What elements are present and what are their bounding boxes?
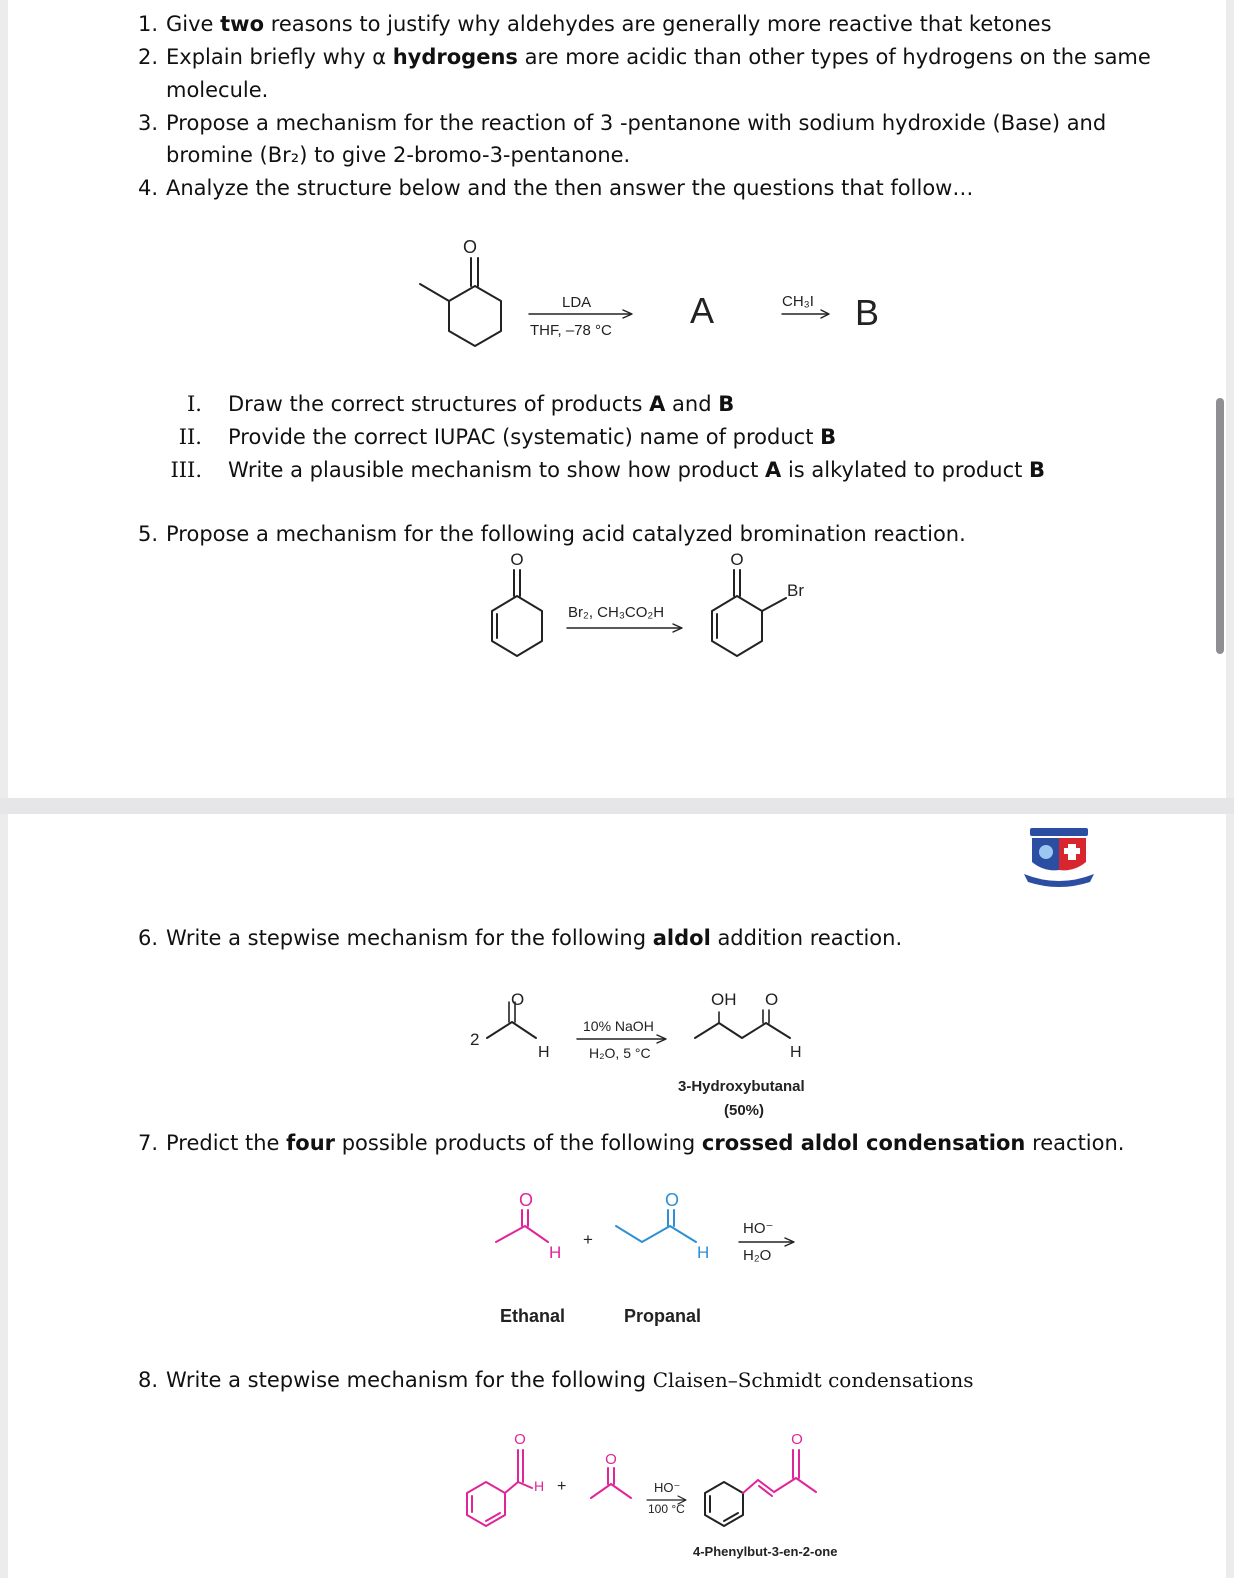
reagent-top: HO⁻ bbox=[654, 1480, 681, 1495]
product-name: 4-Phenylbut-3-en-2-one bbox=[693, 1544, 838, 1559]
question-number: 7. bbox=[138, 1131, 159, 1155]
question-3: 3. Propose a mechanism for the reaction of 3 -pentanone with sodium hydroxide (Base) and bbox=[138, 107, 1106, 139]
question-number: 3. bbox=[138, 111, 159, 135]
reagent-bottom: 100 °C bbox=[648, 1502, 685, 1516]
oxygen-label: O bbox=[511, 990, 525, 1009]
question-1: 1. Give two reasons to justify why aldehydes are generally more reactive that ketones bbox=[138, 8, 1052, 40]
product-b-label: B bbox=[855, 292, 880, 333]
scrollbar-thumb[interactable] bbox=[1216, 398, 1224, 654]
question-2: 2. Explain briefly why α hydrogens are more acidic than other types of hydrogens on the same bbox=[138, 41, 1151, 73]
subquestion-ii: II. Provide the correct IUPAC (systematic) name of product B bbox=[178, 425, 837, 449]
reagent-top: 10% NaOH bbox=[583, 1018, 654, 1034]
question-7: 7. Predict the four possible products of the following crossed aldol condensation reaction. bbox=[138, 1127, 1124, 1159]
question-6: 6. Write a stepwise mechanism for the following aldol addition reaction. bbox=[138, 922, 902, 954]
reagent-2: CH₃I bbox=[782, 293, 814, 310]
question-8: 8. Write a stepwise mechanism for the following Claisen–Schmidt condensations bbox=[138, 1364, 974, 1396]
question-2-continued: molecule. bbox=[166, 78, 269, 102]
svg-text:O: O bbox=[518, 1190, 534, 1210]
plus-sign: + bbox=[583, 1230, 593, 1249]
acetone-structure bbox=[587, 1448, 647, 1508]
plus-sign: + bbox=[557, 1478, 567, 1495]
hydrogen-label: H bbox=[790, 1044, 802, 1061]
question-5: 5. Propose a mechanism for the following acid catalyzed bromination reaction. bbox=[138, 518, 966, 550]
hydrogen-label: H bbox=[697, 1243, 710, 1262]
coefficient: 2 bbox=[470, 1030, 480, 1049]
question-number: 1. bbox=[138, 12, 159, 36]
hydrogen-label: H bbox=[549, 1243, 562, 1262]
product-a-label: A bbox=[690, 290, 715, 331]
page-divider bbox=[0, 798, 1234, 814]
bromine-label: Br bbox=[787, 581, 804, 600]
reaction-arrow bbox=[575, 1033, 671, 1045]
svg-text:O: O bbox=[605, 1451, 617, 1468]
svg-text:O: O bbox=[791, 1431, 803, 1448]
reaction-arrow bbox=[527, 308, 637, 320]
question-3-continued: bromine (Br₂) to give 2-bromo-3-pentanone. bbox=[166, 143, 631, 167]
svg-text:O: O bbox=[510, 550, 524, 569]
hydrogen-label: H bbox=[534, 1478, 545, 1494]
subquestion-iii: III. Write a plausible mechanism to show how product A is alkylated to product B bbox=[170, 458, 1046, 482]
reagent-top: LDA bbox=[562, 294, 592, 311]
reagent-bottom: THF, –78 °C bbox=[530, 322, 612, 339]
hydrogen-label: H bbox=[538, 1044, 550, 1061]
university-logo-icon bbox=[1022, 826, 1096, 890]
product-name: 3-Hydroxybutanal bbox=[678, 1078, 805, 1095]
reagent-top: HO⁻ bbox=[743, 1220, 774, 1237]
ethanal-name: Ethanal bbox=[500, 1306, 566, 1326]
reagent-bottom: H₂O, 5 °C bbox=[589, 1045, 651, 1061]
hydroxyl-label: OH bbox=[711, 990, 737, 1009]
reagent: Br₂, CH₃CO₂H bbox=[568, 604, 665, 621]
reaction-arrow bbox=[565, 622, 687, 634]
question-number: 8. bbox=[138, 1368, 159, 1392]
svg-text:O: O bbox=[514, 1431, 526, 1448]
oxygen-label: O bbox=[765, 990, 779, 1009]
reagent-bottom: H₂O bbox=[743, 1247, 772, 1264]
subquestion-i: I. Draw the correct structures of products A and B bbox=[187, 392, 735, 416]
question-number: 5. bbox=[138, 522, 159, 546]
question-number: 6. bbox=[138, 926, 159, 950]
reaction-arrow bbox=[780, 308, 836, 320]
svg-text:O: O bbox=[664, 1190, 680, 1210]
propanal-name: Propanal bbox=[624, 1306, 702, 1326]
question-number: 4. bbox=[138, 176, 159, 200]
question-4: 4. Analyze the structure below and the then answer the questions that follow… bbox=[138, 172, 973, 204]
svg-text:O: O bbox=[462, 237, 478, 257]
svg-text:O: O bbox=[730, 550, 744, 569]
product-yield: (50%) bbox=[724, 1102, 765, 1119]
reaction-scheme-q4-reactant bbox=[410, 236, 530, 356]
reaction-scheme-q5-product bbox=[698, 548, 808, 663]
product-structure bbox=[700, 1430, 830, 1530]
reaction-scheme-q5-reactant bbox=[478, 548, 558, 663]
question-number: 2. bbox=[138, 45, 159, 69]
